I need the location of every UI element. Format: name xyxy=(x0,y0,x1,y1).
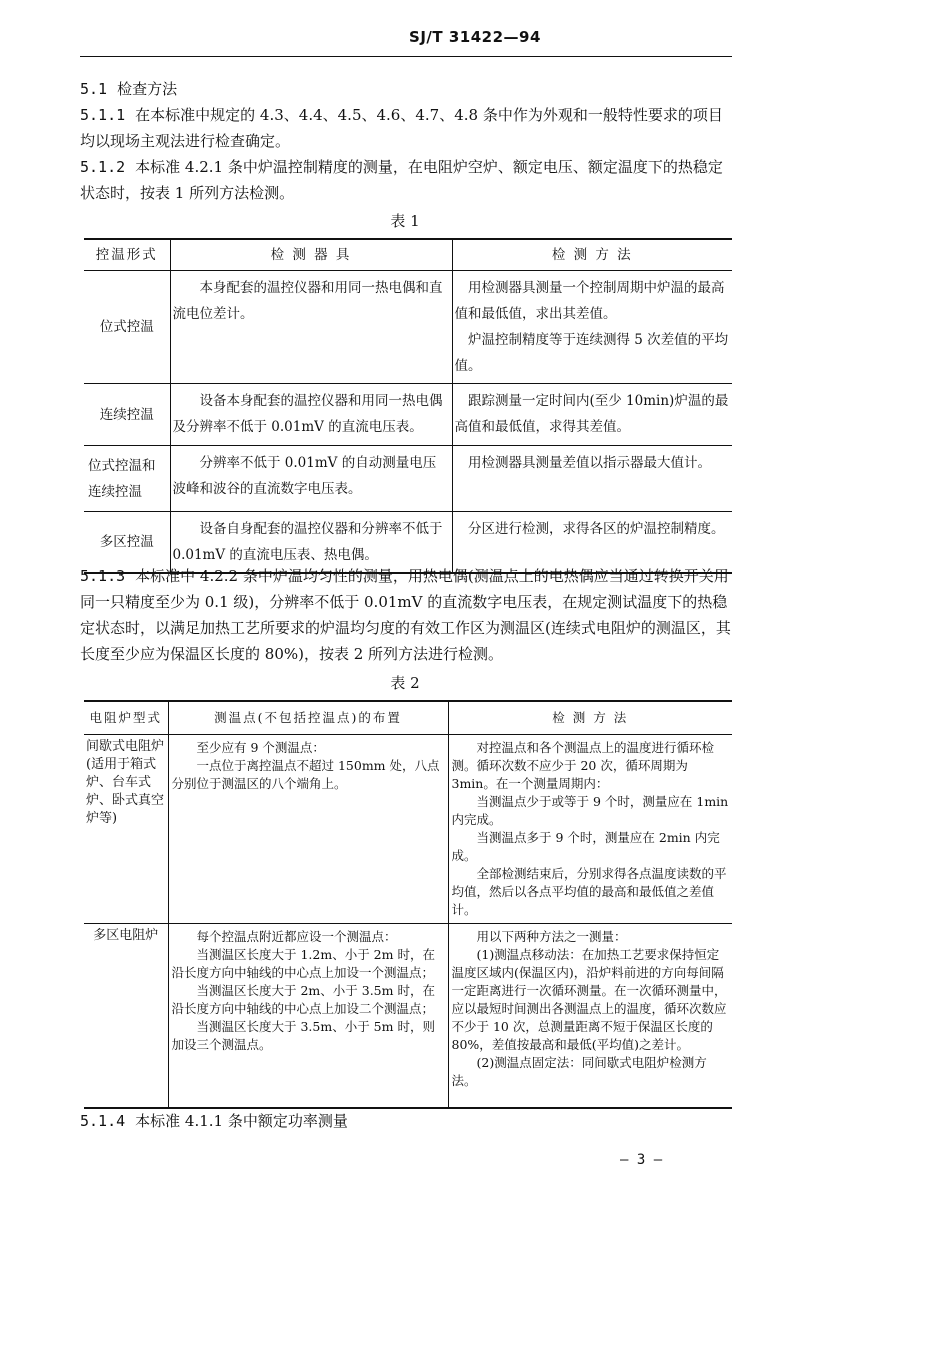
method-paragraph: 当测温点多于 9 个时，测量应在 2min 内完成。 xyxy=(451,830,720,863)
method-cell xyxy=(448,924,732,1108)
method-paragraph: (2)测温点固定法：同间歇式电阻炉检测方法。 xyxy=(451,1055,707,1088)
method-cell: 用检测器具测量差值以指示器最大值计。 xyxy=(452,446,732,512)
table-row xyxy=(84,735,732,924)
layout-paragraph: 至少应有 9 个测温点： xyxy=(196,740,325,755)
column-header: 电阻炉型式 xyxy=(84,701,168,735)
table1-caption: 表 1 xyxy=(390,212,420,230)
page-number: — 3 — xyxy=(620,1152,663,1168)
section-5-1 xyxy=(80,76,736,102)
layout-paragraph: 当测温区长度大于 3.5m、小于 5m 时，则加设三个测温点。 xyxy=(171,1019,435,1052)
section-text: 本标准中 4.2.2 条中炉温均匀性的测量，用热电偶(测温点上的电热偶应当通过转换开关用同一只精度至少为 0.1 级)，分辨率不低于 0.01mV 的直流数字电压表，在规定测试温度下的热稳定状态时，以满足加热工艺所要求的炉温均匀度的有效工作区为测温区(连续式电阻炉的测温区，其长度至少应为保温区长度的 80%)，按表 2 所列方法进行检测。 xyxy=(80,567,731,663)
section-number: 5.1.1 xyxy=(80,106,126,124)
table-row xyxy=(84,384,732,446)
layout-paragraph: 当测温区长度大于 2m、小于 3.5m 时，在沿长度方向中轴线的中心点上加设二个测温点； xyxy=(171,983,435,1016)
section-5-1-4 xyxy=(80,1108,736,1134)
header-rule xyxy=(80,56,732,57)
method-paragraph: 当测温点少于或等于 9 个时，测量应在 1min 内完成。 xyxy=(451,794,729,827)
method-paragraph: 炉温控制精度等于连续测得 5 次差值的平均值。 xyxy=(454,332,729,374)
method-cell: 跟踪测量一定时间内(至少 10min)炉温的最高值和最低值，求得其差值。 xyxy=(452,384,732,446)
furnace-type-cell: 间歇式电阻炉(适用于箱式炉、台车式炉、卧式真空炉等) xyxy=(84,735,168,924)
instrument-cell: 设备本身配套的温控仪器和用同一热电偶及分辨率不低于 0.01mV 的直流电压表。 xyxy=(170,384,452,446)
table-1 xyxy=(84,238,732,574)
column-header: 控温形式 xyxy=(84,239,170,271)
method-cell xyxy=(452,271,732,384)
table-row xyxy=(84,924,732,1108)
layout-paragraph: 一点位于离控温点不超过 150mm 处，八点分别位于测温区的八个端角上。 xyxy=(171,758,440,791)
column-header: 测温点(不包括控温点)的布置 xyxy=(168,701,448,735)
standard-code-header: SJ/T 31422—94 xyxy=(409,28,541,46)
control-type-cell: 连续控温 xyxy=(84,384,170,446)
control-type-cell: 多区控温 xyxy=(84,512,170,574)
table-2 xyxy=(84,700,732,1109)
method-cell xyxy=(448,735,732,924)
section-5-1-3 xyxy=(80,563,736,667)
instrument-cell: 本身配套的温控仪器和用同一热电偶和直流电位差计。 xyxy=(170,271,452,384)
section-5-1-2 xyxy=(80,154,736,206)
control-type-cell: 位式控温和连续控温 xyxy=(84,446,170,512)
section-number: 5.1.2 xyxy=(80,158,126,176)
table2-caption: 表 2 xyxy=(390,674,420,692)
section-number: 5.1.4 xyxy=(80,1112,126,1130)
section-text: 本标准 4.1.1 条中额定功率测量 xyxy=(135,1112,348,1130)
method-paragraph: 全部检测结束后，分别求得各点温度读数的平均值，然后以各点平均值的最高和最低值之差值计。 xyxy=(451,866,727,917)
section-title: 检查方法 xyxy=(117,80,178,98)
section-text: 本标准 4.2.1 条中炉温控制精度的测量，在电阻炉空炉、额定电压、额定温度下的热稳定状态时，按表 1 所列方法检测。 xyxy=(80,158,723,202)
control-type-cell: 位式控温 xyxy=(84,271,170,384)
layout-paragraph: 每个控温点附近都应设一个测温点： xyxy=(196,929,397,944)
instrument-cell: 设备自身配套的温控仪器和分辨率不低于 0.01mV 的直流电压表、热电偶。 xyxy=(170,512,452,574)
method-paragraph: 对控温点和各个测温点上的温度进行循环检测。循环次数不应少于 20 次，循环周期为 3min。在一个测量周期内： xyxy=(451,740,715,791)
method-cell: 分区进行检测，求得各区的炉温控制精度。 xyxy=(452,512,732,574)
table-header-row xyxy=(84,239,732,271)
table-header-row xyxy=(84,701,732,735)
column-header: 检 测 器 具 xyxy=(170,239,452,271)
furnace-type-cell: 多区电阻炉 xyxy=(84,924,168,1108)
layout-paragraph: 当测温区长度大于 1.2m、小于 2m 时，在沿长度方向中轴线的中心点上加设一个测温点； xyxy=(171,947,435,980)
section-5-1-1 xyxy=(80,102,736,154)
section-number: 5.1.3 xyxy=(80,567,126,585)
method-paragraph: 用以下两种方法之一测量： xyxy=(476,929,627,944)
section-number: 5.1 xyxy=(80,80,108,98)
section-text: 在本标准中规定的 4.3、4.4、4.5、4.6、4.7、4.8 条中作为外观和一般特性要求的项目均以现场主观法进行检查确定。 xyxy=(80,106,723,150)
layout-cell xyxy=(168,924,448,1108)
column-header: 检 测 方 法 xyxy=(448,701,732,735)
method-paragraph: 用检测器具测量一个控制周期中炉温的最高值和最低值，求出其差值。 xyxy=(454,280,725,322)
method-paragraph: (1)测温点移动法：在加热工艺要求保持恒定温度区域内(保温区内)，沿炉料前进的方向每间隔一定距离进行一次循环测量。在一次循环测量中，应以最短时间测出各测温点上的温度，循环次数应不少于 10 次，总测量距离不短于保温区长度的 80%，差值按最高和最低(平均值)之差计。 xyxy=(451,947,727,1052)
layout-cell xyxy=(168,735,448,924)
column-header: 检 测 方 法 xyxy=(452,239,732,271)
instrument-cell: 分辨率不低于 0.01mV 的自动测量电压波峰和波谷的直流数字电压表。 xyxy=(170,446,452,512)
table-row xyxy=(84,446,732,512)
table-row xyxy=(84,271,732,384)
